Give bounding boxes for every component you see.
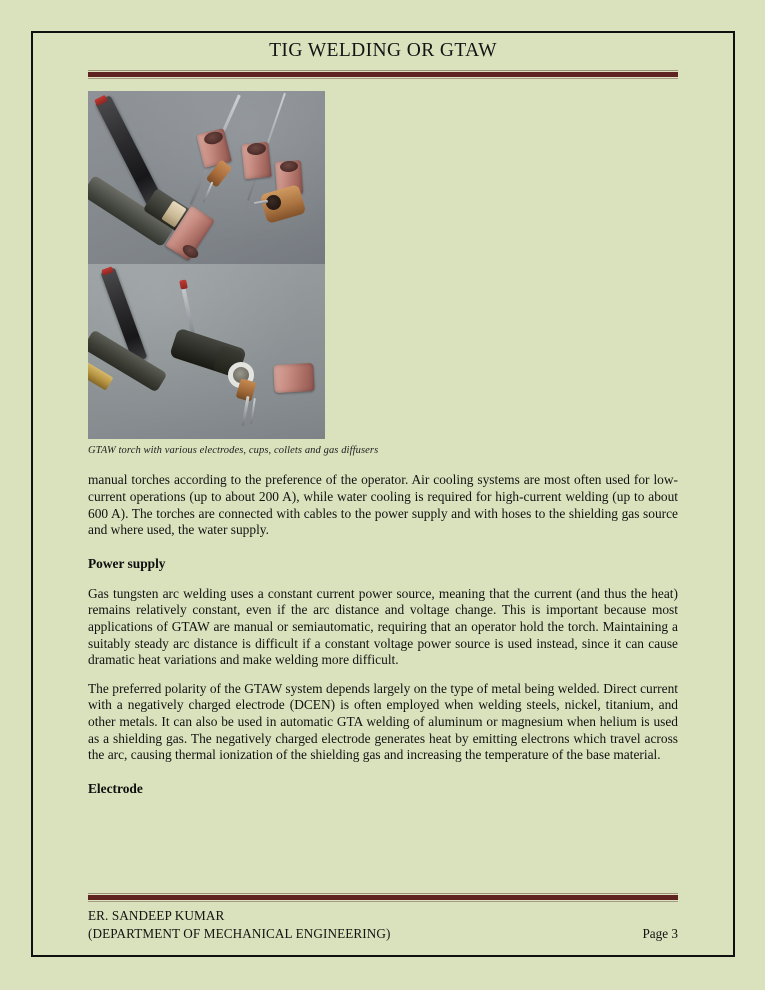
page-title: TIG WELDING OR GTAW [269,40,497,61]
header-divider-thin-bottom [88,78,678,79]
tungsten-electrode-icon [241,396,249,426]
footer-divider [88,893,678,902]
page-content [88,40,678,797]
collet-1-electrode-icon [203,182,214,203]
paragraph-intro: manual torches according to the preference of the operator. Air cooling systems are most often used for low-current operations (up to about 200 A), while water cooling is required for high-current welding (up to about 600 A). The torches are connected with cables to the power supply and with hoses to the shielding gas source and where used, the water supply. [88,472,678,538]
paragraph-power-supply-1: Gas tungsten arc welding uses a constant current power source, meaning that the current (and thus the heat) remains relatively constant, even if the arc distance and voltage change. This is important because most applications of GTAW are manual or semiautomatic, requiring that an operator hold the torch. Maintaining a suitably steady arc distance is difficult if a constant voltage power source is used instead, since it can cause dramatic heat variations and make welding more difficult. [88,585,678,668]
footer-divider-thin-top [88,893,678,894]
tungsten-electrode-2-icon [250,398,256,424]
section-heading-power-supply: Power supply [88,555,166,571]
photo-torch-with-cups [88,91,325,264]
footer-author: ER. SANDEEP KUMAR [88,908,225,923]
electrode-holder-tip-icon [179,280,188,290]
header-divider-thin-top [88,70,678,71]
header-divider [88,70,678,79]
photo-stack [88,91,325,439]
page-footer [88,884,678,942]
header-divider-thick [88,72,678,77]
torch-brass-fitting-icon [88,361,113,391]
footer-divider-thin-bottom [88,901,678,902]
intro-paragraph-block [88,472,678,538]
section-heading-electrode: Electrode [88,780,143,796]
section-power-supply-body [88,586,678,764]
photo-torch-disassembled [88,264,325,439]
footer-page-number: Page 3 [642,925,678,941]
figure-caption: GTAW torch with various electrodes, cups, collets and gas diffusers [88,445,379,457]
footer-divider-thick [88,895,678,900]
footer-department: (DEPARTMENT OF MECHANICAL ENGINEERING) [88,925,391,941]
figure [88,91,678,456]
loose-ceramic-cup-icon [273,363,314,393]
paragraph-power-supply-2: The preferred polarity of the GTAW system depends largely on the type of metal being welded. Direct current with a negatively charged electrode (DCEN) is often employed when welding steels, nickel, titanium, and other metals. It can also be used in automatic GTA welding of aluminum or magnesium when helium is used as a shielding gas. The negatively charged electrode generates heat by emitting electrons which travel across the arc, causing thermal ionization of the shielding gas and increasing the temperature of the base material. [88,680,678,763]
footer-text [88,907,678,942]
